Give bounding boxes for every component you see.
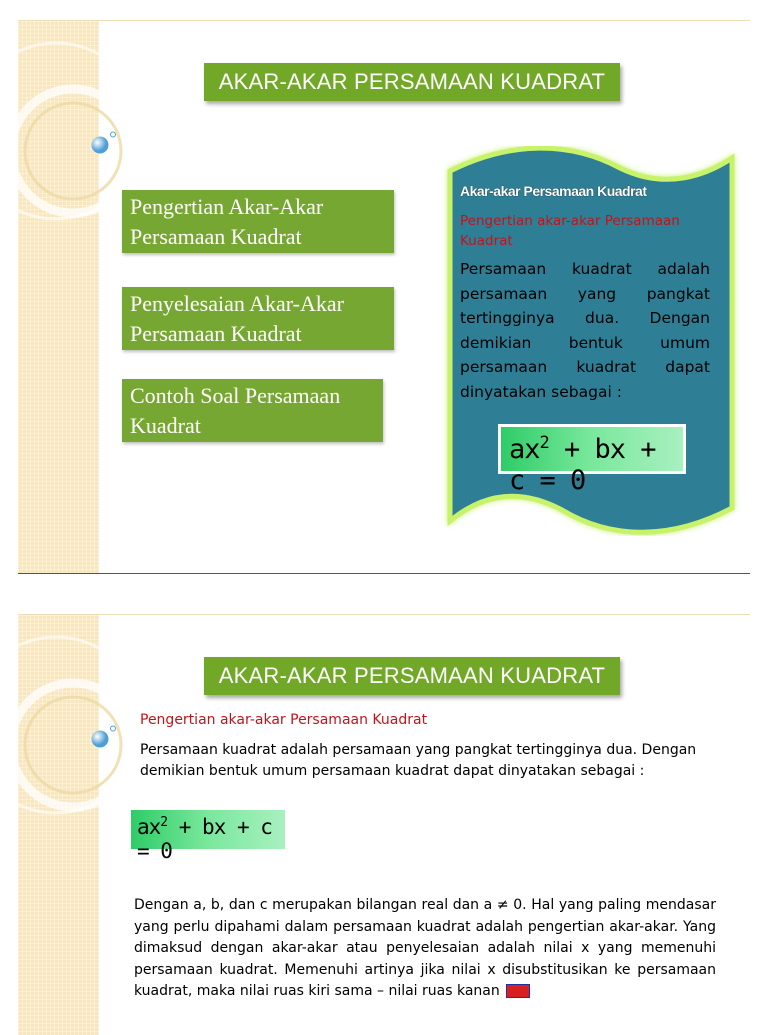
slide-title: AKAR-AKAR PERSAMAAN KUADRAT xyxy=(204,63,620,101)
formula-exponent: 2 xyxy=(539,433,549,453)
panel-body: Persamaan kuadrat adalah persamaan yang pangkat tertingginya dua. Dengan demikian bentuk umum persamaan kuadrat dapat dinyatakan sebagai : xyxy=(460,260,710,401)
explanation-paragraph xyxy=(134,895,716,1003)
section-body: Persamaan kuadrat adalah persamaan yang pangkat tertingginya dua. Dengan demikian bentuk umum persamaan kuadrat dapat dinyatakan sebagai : xyxy=(140,742,697,779)
slide-1 xyxy=(18,20,750,574)
panel-heading: Akar-akar Persamaan Kuadrat xyxy=(460,183,647,199)
nav-link-icon[interactable] xyxy=(506,984,530,998)
formula-exponent: 2 xyxy=(160,815,168,830)
menu-button-pengertian[interactable]: Pengertian Akar-Akar Persamaan Kuadrat xyxy=(122,190,394,253)
paragraph-text: Dengan a, b, dan c merupakan bilangan real dan a ≠ 0. Hal yang paling mendasar yang perlu dipahami dalam persamaan kuadrat adalah pengertian akar-akar. Yang dimaksud dengan akar-akar atau penyelesaian adalah nilai x yang memenuhi persamaan kuadrat. Memenuhi artinya jika nilai x disubstitusikan ke persamaan kuadrat, maka nilai ruas kiri sama – nilai ruas kanan xyxy=(134,897,716,999)
slide-title: AKAR-AKAR PERSAMAAN KUADRAT xyxy=(204,657,620,695)
section-subheading: Pengertian akar-akar Persamaan Kuadrat xyxy=(140,712,428,728)
formula-base: ax xyxy=(137,815,161,839)
menu-button-penyelesaian[interactable]: Penyelesaian Akar-Akar Persamaan Kuadrat xyxy=(122,287,394,350)
formula-box xyxy=(498,424,686,496)
panel-subheading: Pengertian akar-akar Persamaan Kuadrat xyxy=(460,213,680,249)
formula-rest: + bx + c = 0 xyxy=(137,815,272,863)
bubble-bullet-icon xyxy=(88,131,128,161)
formula-box xyxy=(131,810,285,863)
slide-2 xyxy=(18,614,750,1035)
formula-rest: + bx + c = 0 xyxy=(509,434,656,496)
menu-button-contoh-soal[interactable]: Contoh Soal Persamaan Kuadrat xyxy=(122,379,383,442)
formula-base: ax xyxy=(509,434,540,465)
bubble-bullet-icon xyxy=(88,725,128,755)
